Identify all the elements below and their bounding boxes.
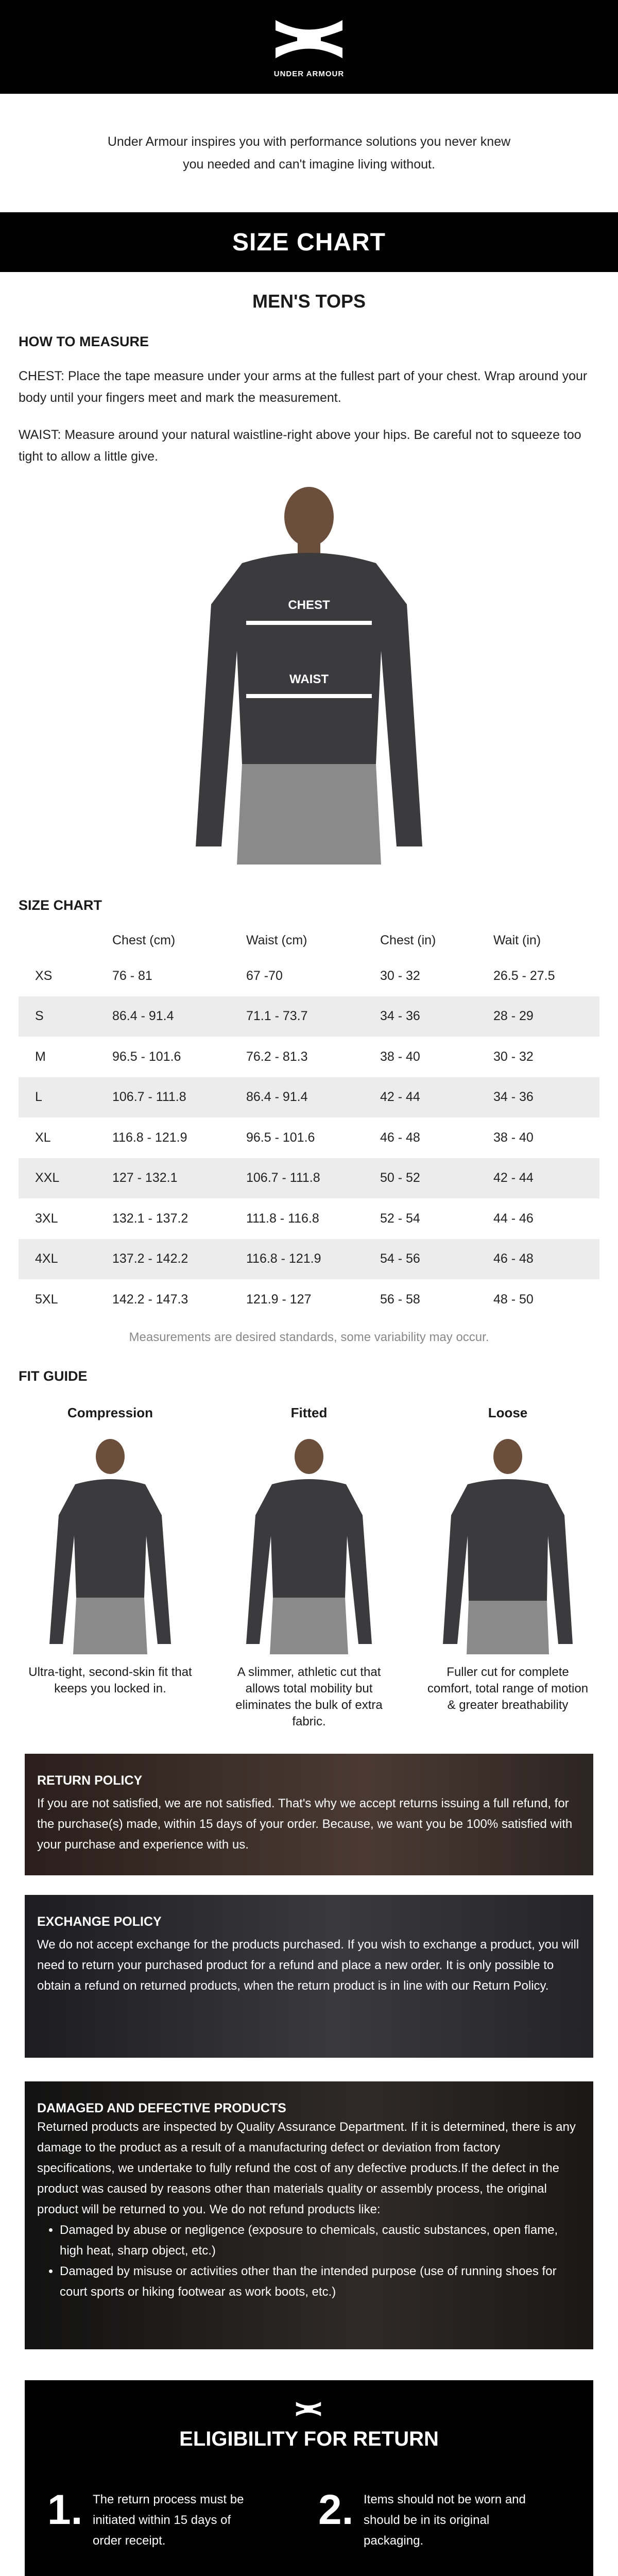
table-row [19,1158,599,1199]
fit-name: Loose [488,1404,528,1420]
intro-text: Under Armour inspires you with performance solutions you never knew you needed and can't imagine living without. [107,134,511,172]
fit-item [410,1405,606,1730]
size-label: L [19,1077,96,1118]
damaged-products-panel [25,2081,593,2349]
table-cell: 52 - 54 [380,1211,420,1226]
eligibility-title: ELIGIBILITY FOR RETURN [179,2427,439,2450]
return-policy-panel [25,1754,593,1875]
eligibility-step [318,2486,534,2551]
return-policy-heading: RETURN POLICY [37,1773,143,1788]
column-header: Chest (in) [380,933,436,947]
table-cell: 96.5 - 101.6 [112,1049,181,1064]
table-row [19,1198,599,1239]
fit-name: Compression [67,1404,153,1420]
fit-description: A slimmer, athletic cut that allows total mobility but eliminates the bulk of extra fabric. [235,1665,383,1728]
chest-label: CHEST [288,598,330,612]
size-chart-table [19,925,599,1320]
table-cell: 26.5 - 27.5 [493,968,555,983]
list-item: • Damaged by misuse or activities other than the intended purpose (use of running shoes for court sports or hiking footwear as work boots, etc.) [60,2261,581,2302]
table-cell: 116.8 - 121.9 [230,1239,364,1280]
section-title: MEN'S TOPS [252,291,366,312]
waist-instructions: WAIST: Measure around your natural waistline-right above your hips. Be careful not to squeeze too tight to allow a little give. [19,428,581,464]
table-cell: 67 -70 [246,968,283,983]
exchange-policy-panel [25,1895,593,2058]
size-label: XS [35,968,53,983]
loose-model-icon [441,1438,575,1654]
how-to-measure-heading: HOW TO MEASURE [19,334,149,349]
under-armour-logo-icon [294,2399,323,2419]
fit-guide [12,1405,606,1730]
eligibility-panel [25,2380,593,2576]
table-cell: 106.7 - 111.8 [230,1158,364,1199]
brand-name: UNDER ARMOUR [273,69,345,78]
table-cell: 127 - 132.1 [96,1158,230,1199]
measure-illustration [165,486,453,865]
step-text: The return process must be initiated within 15 days of order receipt. [93,2492,244,2548]
table-row [19,956,599,996]
table-cell: 96.5 - 101.6 [246,1130,315,1145]
fit-description: Ultra-tight, second-skin fit that keeps you locked in. [28,1665,192,1696]
table-cell: 54 - 56 [364,1239,477,1280]
table-cell: 34 - 36 [477,1077,599,1118]
table-cell: 116.8 - 121.9 [112,1130,187,1145]
waist-label: WAIST [289,672,329,686]
eligibility-step [47,2486,263,2551]
damaged-list [60,2220,581,2302]
fitted-model-icon [242,1438,376,1654]
table-cell: 121.9 - 127 [246,1292,312,1307]
list-item: • Damaged by abuse or negligence (exposure to chemicals, caustic substances, open flame, high heat, sharp object, etc.) [60,2220,581,2261]
table-row [19,1037,599,1077]
site-header [0,0,618,94]
exchange-policy-heading: EXCHANGE POLICY [37,1914,162,1929]
table-cell: 86.4 - 91.4 [230,1077,364,1118]
table-cell: 76.2 - 81.3 [246,1049,308,1064]
fit-description: Fuller cut for complete comfort, total range of motion & greater breathability [427,1665,589,1712]
table-row [19,1239,599,1280]
size-label: 5XL [35,1292,58,1307]
table-cell: 46 - 48 [380,1130,420,1145]
size-label: S [19,996,96,1037]
size-label: XL [35,1130,51,1145]
fit-guide-heading: FIT GUIDE [19,1368,88,1384]
table-cell: 86.4 - 91.4 [96,996,230,1037]
size-label: M [35,1049,46,1064]
table-cell: 50 - 52 [364,1158,477,1199]
chest-instructions: CHEST: Place the tape measure under your arms at the fullest part of your chest. Wrap around your body until your fingers meet and mark the measurement. [19,369,588,405]
damaged-heading: DAMAGED AND DEFECTIVE PRODUCTS [37,2100,286,2115]
table-cell: 30 - 32 [380,968,420,983]
size-label: 3XL [35,1211,58,1226]
fit-item [12,1405,208,1730]
table-cell: 42 - 44 [364,1077,477,1118]
column-header [19,925,96,956]
step-number: 1. [47,2486,83,2533]
table-row [19,996,599,1037]
table-cell: 34 - 36 [364,996,477,1037]
step-number: 2. [318,2486,354,2533]
table-row [19,1077,599,1118]
fit-name: Fitted [290,1404,328,1420]
table-cell: 44 - 46 [493,1211,534,1226]
table-cell: 132.1 - 137.2 [112,1211,188,1226]
table-cell: 137.2 - 142.2 [96,1239,230,1280]
size-chart-note: Measurements are desired standards, some variability may occur. [129,1330,489,1344]
size-chart-banner: SIZE CHART [0,212,618,272]
table-cell: 48 - 50 [493,1292,534,1307]
table-cell: 38 - 40 [380,1049,420,1064]
size-label: XXL [19,1158,96,1199]
under-armour-logo-icon [270,16,348,62]
table-cell: 142.2 - 147.3 [112,1292,188,1307]
exchange-policy-text: We do not accept exchange for the products purchased. If you wish to exchange a product, you will need to return your purchased product for a refund and place a new order. It is only possible to obtain a refund on returned products, when the return product is in line with our Return Policy. [37,1937,579,1993]
column-header: Chest (cm) [112,933,176,947]
table-cell: 38 - 40 [493,1130,534,1145]
size-label: 4XL [19,1239,96,1280]
table-cell: 106.7 - 111.8 [96,1077,230,1118]
column-header: Wait (in) [493,933,541,947]
table-cell: 111.8 - 116.8 [246,1211,319,1226]
return-policy-text: If you are not satisfied, we are not satisfied. That's why we accept returns issuing a full refund, for the purchase(s) made, within 15 days of your order. Because, we want you be 100% satisfied with your purchase and experience with us. [37,1796,573,1852]
column-header: Waist (cm) [246,933,307,947]
size-chart-heading: SIZE CHART [19,897,102,913]
table-cell: 71.1 - 73.7 [230,996,364,1037]
table-cell: 42 - 44 [477,1158,599,1199]
table-cell: 56 - 58 [380,1292,420,1307]
damaged-text: Returned products are inspected by Quality Assurance Department. If it is determined, there is any damage to the product as a result of a manufacturing defect or deviation from factory specifications, we undertake to fully refund the cost of any defective products.If the defect in the product was caused by reasons other than materials quality or assembly process, the original product will be returned to you. We do not refund products like: [37,2120,576,2216]
step-text: Items should not be worn and should be in its original packaging. [364,2492,526,2548]
table-row [19,1117,599,1158]
table-cell: 30 - 32 [493,1049,534,1064]
table-cell: 46 - 48 [477,1239,599,1280]
table-cell: 76 - 81 [112,968,152,983]
compression-model-icon [43,1438,177,1654]
table-header-row [19,925,599,956]
table-row [19,1279,599,1320]
table-cell: 28 - 29 [477,996,599,1037]
fit-item [211,1405,407,1730]
